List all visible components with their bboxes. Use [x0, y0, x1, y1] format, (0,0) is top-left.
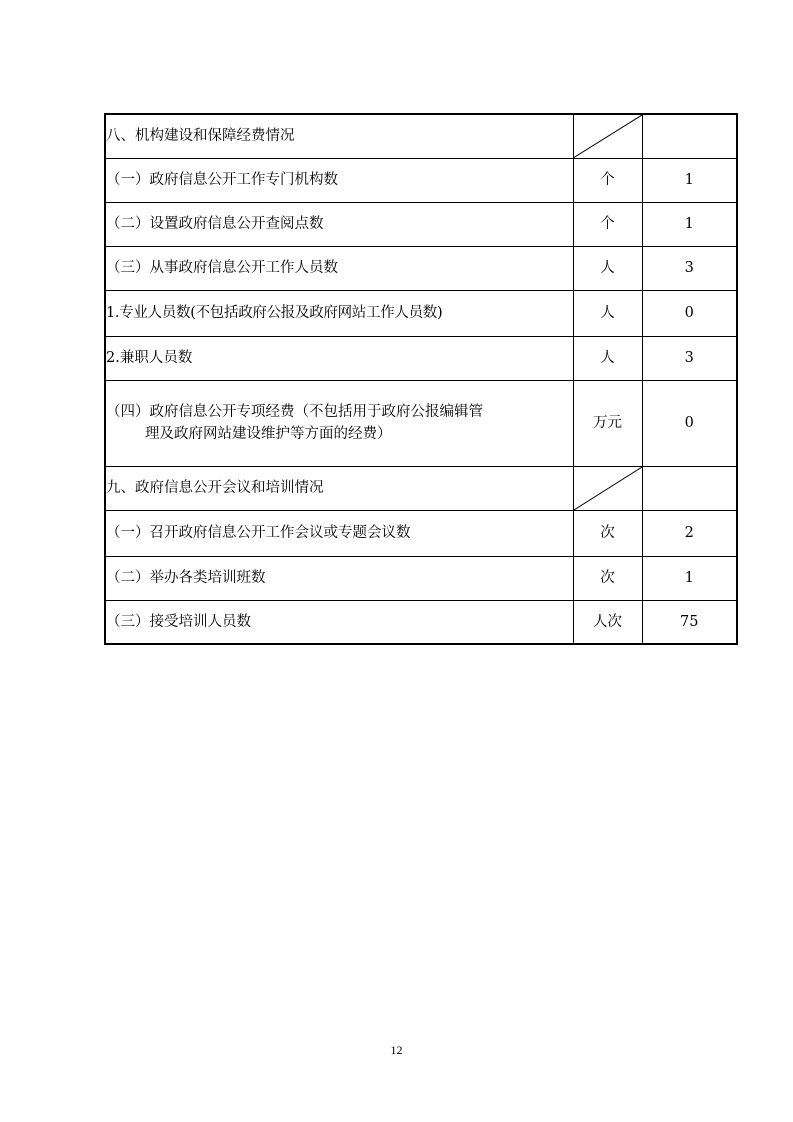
section-row: [105, 114, 737, 158]
table-row: [105, 246, 737, 290]
row-unit: 个: [573, 202, 642, 246]
row-unit: 次: [573, 556, 642, 600]
row-unit: 人: [573, 246, 642, 290]
page-number: 12: [390, 1043, 403, 1057]
row-value: 2: [642, 510, 737, 556]
row-label: 1.专业人员数(不包括政府公报及政府网站工作人员数): [105, 290, 573, 336]
row-label: （三）接受培训人员数: [105, 600, 573, 644]
table-row: [105, 290, 737, 336]
statistics-table: [104, 113, 738, 645]
row-label: （四）政府信息公开专项经费（不包括用于政府公报编辑管 理及政府网站建设维护等方面的经费）: [105, 380, 573, 466]
table-row: [105, 202, 737, 246]
table-row: [105, 336, 737, 380]
row-unit: 人: [573, 336, 642, 380]
diagonal-line: [574, 467, 642, 510]
row-value: 1: [642, 202, 737, 246]
row-value: 1: [642, 556, 737, 600]
row-label: （一）政府信息公开工作专门机构数: [105, 158, 573, 202]
diagonal-line: [574, 115, 642, 158]
row-value: 3: [642, 246, 737, 290]
row-label: （三）从事政府信息公开工作人员数: [105, 246, 573, 290]
row-value: 3: [642, 336, 737, 380]
empty-value-cell: [642, 466, 737, 510]
row-unit: 个: [573, 158, 642, 202]
row-unit: 次: [573, 510, 642, 556]
row-value: 75: [642, 600, 737, 644]
row-unit: 万元: [573, 380, 642, 466]
row-unit: 人: [573, 290, 642, 336]
row-label: （一）召开政府信息公开工作会议或专题会议数: [105, 510, 573, 556]
row-unit: 人次: [573, 600, 642, 644]
diagonal-cell: [573, 114, 642, 158]
row-label: （二）举办各类培训班数: [105, 556, 573, 600]
section-title: 八、机构建设和保障经费情况: [105, 114, 573, 158]
table-row: [105, 380, 737, 466]
diagonal-cell: [573, 466, 642, 510]
table-row: [105, 600, 737, 644]
table-row: [105, 510, 737, 556]
row-value: 0: [642, 380, 737, 466]
table-row: [105, 556, 737, 600]
table-row: [105, 158, 737, 202]
row-value: 1: [642, 158, 737, 202]
row-label: 2.兼职人员数: [105, 336, 573, 380]
empty-value-cell: [642, 114, 737, 158]
row-value: 0: [642, 290, 737, 336]
section-title: 九、政府信息公开会议和培训情况: [105, 466, 573, 510]
row-label: （二）设置政府信息公开查阅点数: [105, 202, 573, 246]
section-row: [105, 466, 737, 510]
